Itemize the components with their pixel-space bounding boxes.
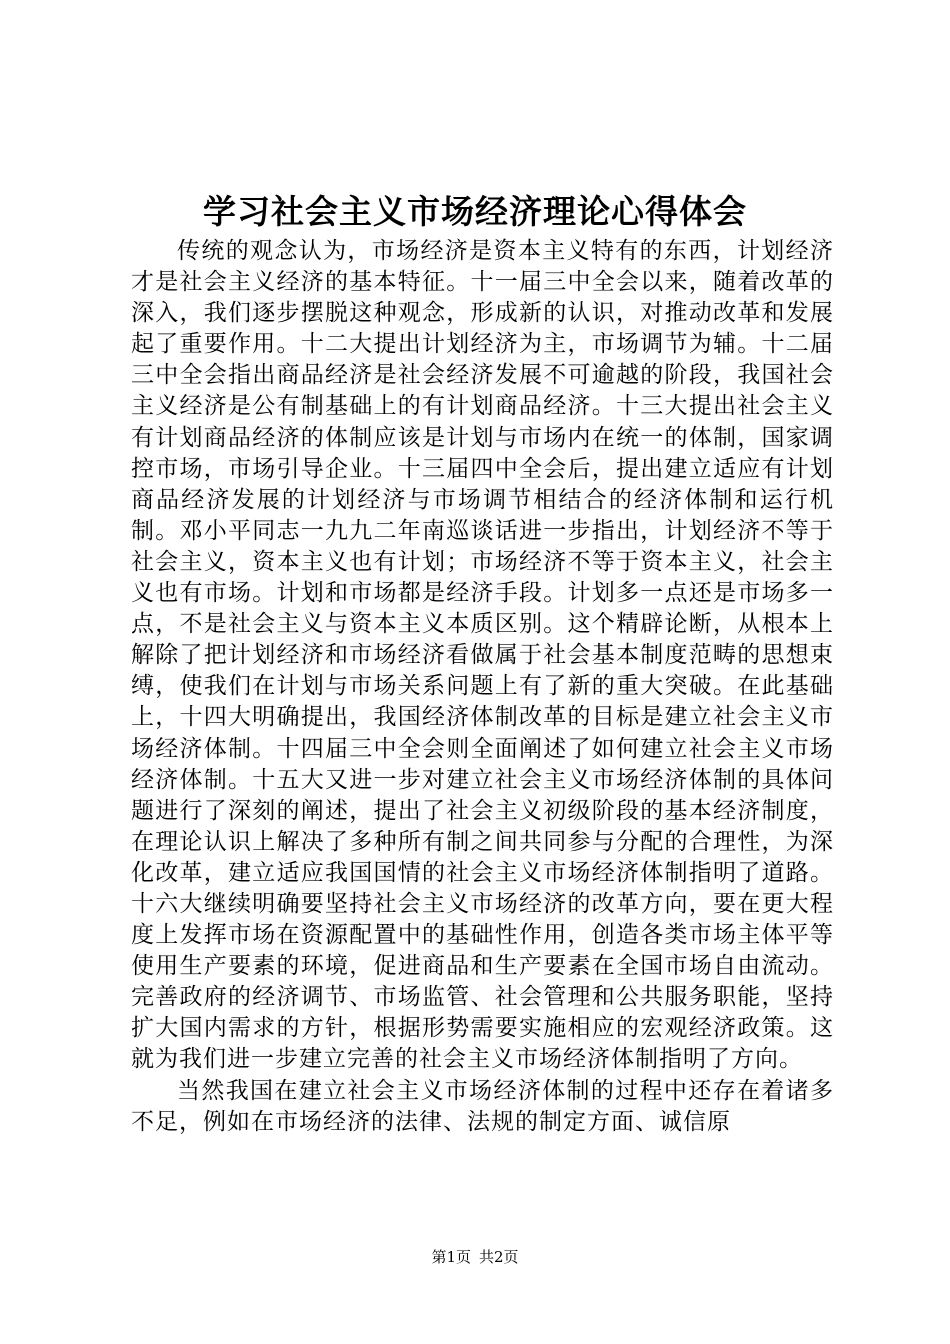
document-body [131,236,834,1138]
paragraph-2: 当然我国在建立社会主义市场经济体制的过程中还存在着诸多不足，例如在市场经济的法律、法规的制定方面、诚信原 [131,1077,834,1135]
page-footer [0,1246,950,1267]
page-number-total: 共2页 [479,1248,519,1266]
paragraph-1: 传统的观念认为，市场经济是资本主义特有的东西，计划经济才是社会主义经济的基本特征。十一届三中全会以来，随着改革的深入，我们逐步摆脱这种观念，形成新的认识，对推动改革和发展起了重要作用。十二大提出计划经济为主，市场调节为辅。十二届三中全会指出商品经济是社会经济发展不可逾越的阶段，我国社会主义经济是公有制基础上的有计划商品经济。十三大提出社会主义有计划商品经济的体制应该是计划与市场内在统一的体制，国家调控市场，市场引导企业。十三届四中全会后，提出建立适应有计划商品经济发展的计划经济与市场调节相结合的经济体制和运行机制。邓小平同志一九九二年南巡谈话进一步指出，计划经济不等于社会主义，资本主义也有计划；市场经济不等于资本主义，社会主义也有市场。计划和市场都是经济手段。计划多一点还是市场多一点，不是社会主义与资本主义本质区别。这个精辟论断，从根本上解除了把计划经济和市场经济看做属于社会基本制度范畴的思想束缚，使我们在计划与市场关系问题上有了新的重大突破。在此基础上，十四大明确提出，我国经济体制改革的目标是建立社会主义市场经济体制。十四届三中全会则全面阐述了如何建立社会主义市场经济体制。十五大又进一步对建立社会主义市场经济体制的具体问题进行了深刻的阐述，提出了社会主义初级阶段的基本经济制度，在理论认识上解决了多种所有制之间共同参与分配的合理性，为深化改革，建立适应我国国情的社会主义市场经济体制指明了道路。十六大继续明确要坚持社会主义市场经济的改革方向，要在更大程度上发挥市场在资源配置中的基础性作用，创造各类市场主体平等使用生产要素的环境，促进商品和生产要素在全国市场自由流动。完善政府的经济调节、市场监管、社会管理和公共服务职能，坚持扩大国内需求的方针，根据形势需要实施相应的宏观经济政策。这就为我们进一步建立完善的社会主义市场经济体制指明了方向。 [131,238,834,1073]
page-number-current: 第1页 [431,1248,471,1266]
document-title: 学习社会主义市场经济理论心得体会 [203,192,747,231]
